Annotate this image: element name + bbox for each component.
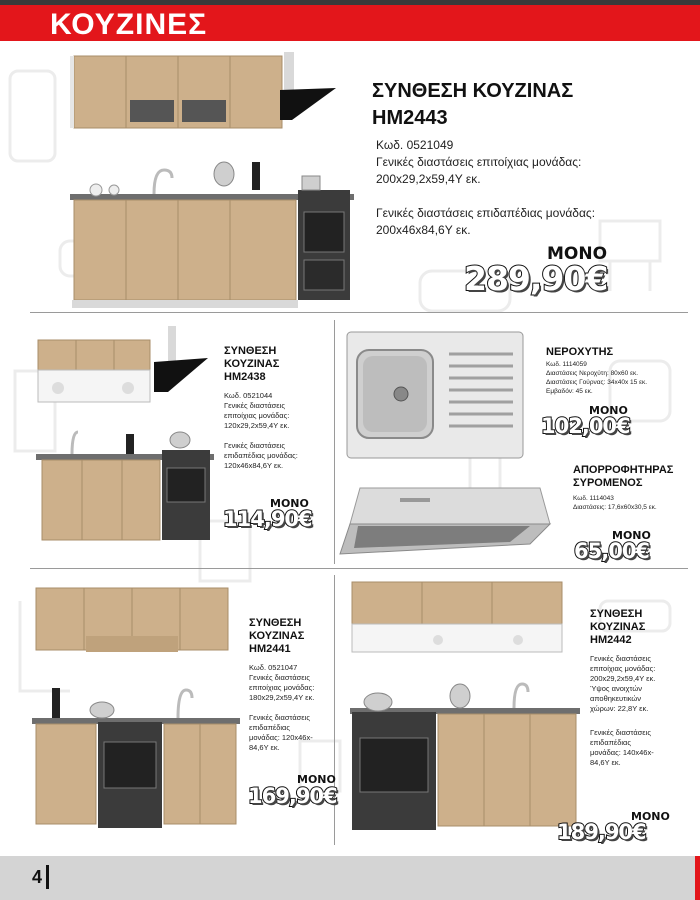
hood-line: Κωδ. 1114043 bbox=[573, 495, 614, 502]
hm2443-title-line1: ΣΥΝΘΕΣΗ ΚΟΥΖΙΝΑΣ bbox=[372, 80, 574, 102]
hm2443-title bbox=[372, 78, 573, 132]
hm2442-line bbox=[590, 714, 655, 728]
page-number-bar bbox=[46, 865, 49, 889]
hm2443-details bbox=[376, 137, 595, 239]
sink-line: Διαστάσεις Νεροχύτη: 80x60 εκ. bbox=[546, 370, 639, 377]
hood-title bbox=[573, 464, 673, 490]
hm2441-details bbox=[249, 663, 314, 753]
hm2442-price: 189,90€ bbox=[557, 820, 646, 844]
footer-band bbox=[0, 856, 700, 900]
hm2438-line: Γενικές διαστάσεις bbox=[224, 401, 285, 410]
page-number: 4 bbox=[32, 867, 43, 887]
hm2441-line: επιτοίχιας μονάδας: bbox=[249, 683, 315, 692]
hm2442-title bbox=[590, 608, 645, 647]
divider-vertical-top bbox=[334, 320, 335, 564]
hm2442-line: Ύψος ανοιχτών bbox=[590, 684, 642, 693]
hm2442-line: Γενικές διαστάσεις bbox=[590, 728, 651, 737]
footer-red-accent bbox=[695, 856, 700, 900]
hm2441-line: Γενικές διαστάσεις bbox=[249, 713, 310, 722]
hm2438-mono-label: ΜΟΝΟ bbox=[270, 497, 309, 510]
hm2443-code: Κωδ. 0521049 bbox=[376, 138, 454, 152]
hm2441-line: Κωδ. 0521047 bbox=[249, 663, 298, 672]
hm2442-title-line1: ΣΥΝΘΕΣΗ bbox=[590, 608, 643, 620]
hm2438-title bbox=[224, 345, 279, 384]
hood-image bbox=[340, 484, 560, 558]
sink-line: Διαστάσεις Γούρνας: 34x40x 15 εκ. bbox=[546, 379, 648, 386]
hm2441-line: 84,6Υ εκ. bbox=[249, 743, 280, 752]
hm2442-title-line2: ΚΟΥΖΙΝΑΣ bbox=[590, 621, 646, 633]
hm2442-mono-label: ΜΟΝΟ bbox=[631, 810, 670, 823]
sink-mono-label: ΜΟΝΟ bbox=[589, 404, 628, 417]
hm2442-line: 200x29,2x59,4Υ εκ. bbox=[590, 674, 656, 683]
hm2438-line: Γενικές διαστάσεις bbox=[224, 441, 285, 450]
kitchen-hm2438-image bbox=[32, 322, 214, 550]
hm2441-line: επιδαπέδιας bbox=[249, 723, 291, 732]
hm2438-line: 120x29,2x59,4Υ εκ. bbox=[224, 421, 290, 430]
hm2442-line: επιδαπέδιας bbox=[590, 738, 632, 747]
hm2438-line: Κωδ. 0521044 bbox=[224, 391, 273, 400]
hm2438-line bbox=[224, 431, 298, 441]
hm2442-title-line3: HM2442 bbox=[590, 634, 632, 646]
hm2442-line: χώρων: 22,8Υ εκ. bbox=[590, 704, 649, 713]
hm2441-price: 169,90€ bbox=[248, 784, 337, 808]
hm2441-title-line3: HM2441 bbox=[249, 643, 291, 655]
divider-horizontal-bottom bbox=[30, 568, 688, 569]
hm2441-title-line1: ΣΥΝΘΕΣΗ bbox=[249, 617, 302, 629]
hm2441-line bbox=[249, 703, 314, 713]
sink-title: ΝΕΡΟΧΥΤΗΣ bbox=[546, 346, 614, 358]
hood-title-line1: ΑΠΟΡΡΟΦΗΤΗΡΑΣ bbox=[573, 464, 674, 476]
sink-image bbox=[345, 330, 525, 460]
hood-line: Διαστάσεις: 17,6x60x30,5 εκ. bbox=[573, 504, 657, 511]
hm2438-details bbox=[224, 391, 298, 471]
hm2443-price: 289,90€ bbox=[464, 259, 608, 298]
hm2441-line: Γενικές διαστάσεις bbox=[249, 673, 310, 682]
hm2438-title-line1: ΣΥΝΘΕΣΗ bbox=[224, 345, 277, 357]
hm2438-title-line3: HM2438 bbox=[224, 371, 266, 383]
hm2441-line: 180x29,2x59,4Υ εκ. bbox=[249, 693, 315, 702]
hood-details bbox=[573, 494, 657, 512]
hm2443-floor-dims-label: Γενικές διαστάσεις επιδαπέδιας μονάδας: bbox=[376, 206, 596, 220]
hm2442-line: αποθηκευτικών bbox=[590, 694, 642, 703]
hm2438-line: επιδαπέδιας μονάδας: bbox=[224, 451, 298, 460]
kitchen-hm2442-image bbox=[348, 578, 582, 834]
hm2441-title bbox=[249, 617, 304, 656]
hood-mono-label: ΜΟΝΟ bbox=[612, 529, 651, 542]
hm2442-line: μονάδας: 140x46x- bbox=[590, 748, 654, 757]
kitchen-hm2441-image bbox=[30, 582, 242, 834]
hm2443-wall-dims-label: Γενικές διαστάσεις επιτοίχιας μονάδας: bbox=[376, 155, 582, 169]
divider-horizontal-top bbox=[30, 312, 688, 313]
hm2443-wall-dims-value: 200x29,2x59,4Υ εκ. bbox=[376, 172, 481, 186]
hood-price: 65,00€ bbox=[574, 539, 650, 563]
hm2443-floor-dims-value: 200x46x84,6Υ εκ. bbox=[376, 223, 471, 237]
sink-details bbox=[546, 360, 647, 396]
hm2441-title-line2: ΚΟΥΖΙΝΑΣ bbox=[249, 630, 305, 642]
header-band bbox=[0, 5, 700, 41]
hm2438-price: 114,90€ bbox=[223, 507, 312, 531]
hm2442-details bbox=[590, 654, 655, 768]
hm2443-title-line2: HM2443 bbox=[372, 107, 448, 129]
hm2441-mono-label: ΜΟΝΟ bbox=[297, 773, 336, 786]
hm2441-line: μονάδας: 120x46x- bbox=[249, 733, 313, 742]
hm2442-line: επιτοίχιας μονάδας: bbox=[590, 664, 656, 673]
hm2442-line: 84,6Υ εκ. bbox=[590, 758, 621, 767]
hm2442-line: Γενικές διαστάσεις bbox=[590, 654, 651, 663]
sink-line: Κωδ. 1114059 bbox=[546, 361, 587, 368]
hm2438-line: 120x46x84,6Υ εκ. bbox=[224, 461, 284, 470]
sink-price: 102,00€ bbox=[541, 414, 630, 438]
page-title: ΚΟΥΖΙΝΕΣ bbox=[50, 8, 208, 41]
sink-line: Εμβαδόν: 45 εκ. bbox=[546, 388, 593, 395]
hm2438-line: επιτοίχιας μονάδας: bbox=[224, 411, 290, 420]
kitchen-hm2443-image bbox=[66, 48, 348, 310]
hm2443-mono-label: ΜΟΝΟ bbox=[547, 244, 608, 264]
hm2438-title-line2: ΚΟΥΖΙΝΑΣ bbox=[224, 358, 280, 370]
hood-title-line2: ΣΥΡΟΜΕΝΟΣ bbox=[573, 477, 643, 489]
